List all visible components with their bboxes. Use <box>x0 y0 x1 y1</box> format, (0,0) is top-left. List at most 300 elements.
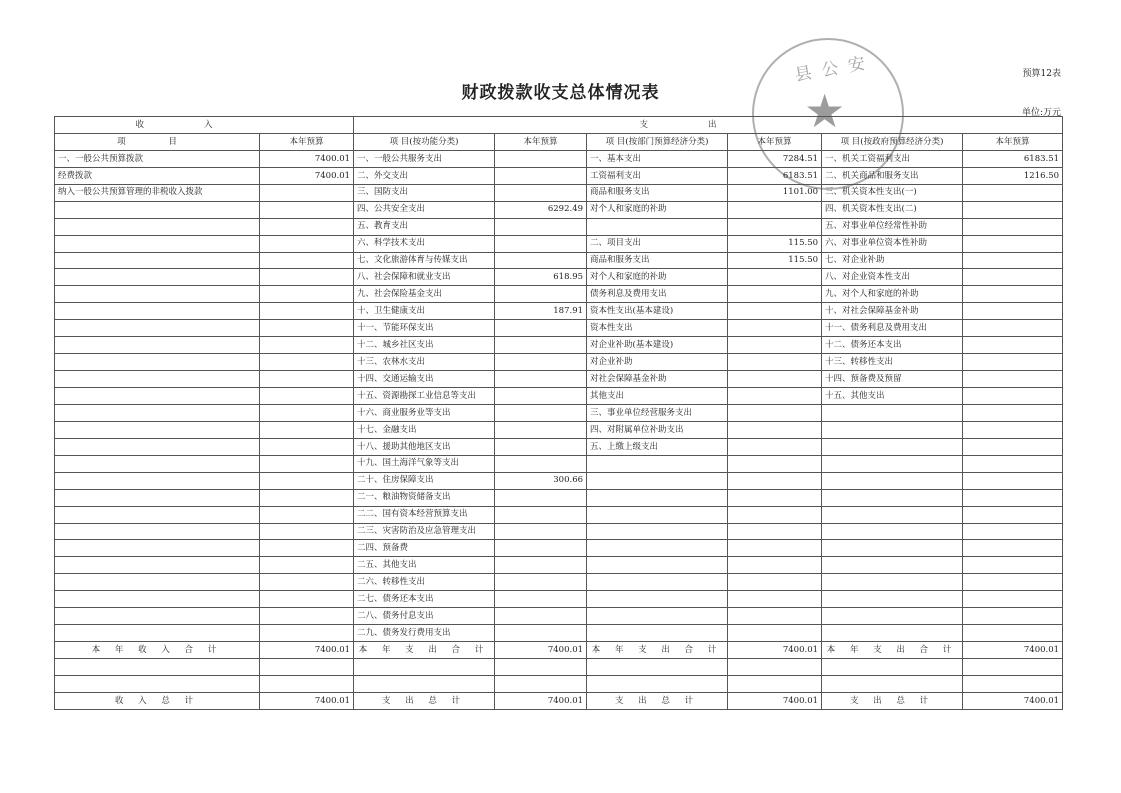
dept-budget-cell <box>728 371 822 388</box>
income-item-cell <box>55 659 260 676</box>
dept-item-cell: 工资福利支出 <box>587 167 728 184</box>
dept-budget-cell <box>728 557 822 574</box>
income-budget-cell <box>260 388 354 405</box>
func-budget-cell <box>495 455 587 472</box>
table-row <box>55 438 1063 455</box>
func-item-cell: 十三、农林水支出 <box>354 354 495 371</box>
dept-item-cell: 债务利息及费用支出 <box>587 286 728 303</box>
dept-budget-cell <box>728 320 822 337</box>
gov-item-cell: 七、对企业补助 <box>822 252 963 269</box>
gov-item-cell: 五、对事业单位经常性补助 <box>822 218 963 235</box>
income-item-cell <box>55 337 260 354</box>
func-budget-cell: 6292.49 <box>495 201 587 218</box>
table-row <box>55 388 1063 405</box>
gov-budget-cell: 7400.01 <box>963 692 1063 709</box>
gov-budget-cell <box>963 201 1063 218</box>
table-row <box>55 557 1063 574</box>
dept-budget-cell <box>728 218 822 235</box>
table-row <box>55 489 1063 506</box>
seal-text: 县公安 <box>793 52 877 86</box>
income-budget-cell <box>260 404 354 421</box>
func-budget-cell: 300.66 <box>495 472 587 489</box>
income-budget-cell <box>260 320 354 337</box>
col-header-income-budget: 本年预算 <box>260 133 354 150</box>
dept-budget-cell: 6183.51 <box>728 167 822 184</box>
gov-item-cell <box>822 540 963 557</box>
dept-budget-cell <box>728 523 822 540</box>
func-budget-cell <box>495 337 587 354</box>
page-title: 财政拨款收支总体情况表 <box>461 83 660 103</box>
func-budget-cell <box>495 404 587 421</box>
dept-item-cell <box>587 659 728 676</box>
dept-item-cell <box>587 455 728 472</box>
func-budget-cell <box>495 608 587 625</box>
func-budget-cell <box>495 252 587 269</box>
expense-section-header: 支出 <box>354 117 1063 134</box>
dept-item-cell: 对企业补助(基本建设) <box>587 337 728 354</box>
gov-item-cell: 四、机关资本性支出(二) <box>822 201 963 218</box>
dept-budget-cell <box>728 591 822 608</box>
income-item-cell <box>55 506 260 523</box>
gov-item-cell <box>822 472 963 489</box>
gov-budget-cell <box>963 540 1063 557</box>
dept-item-cell: 对社会保障基金补助 <box>587 371 728 388</box>
dept-budget-cell <box>728 404 822 421</box>
func-budget-cell <box>495 625 587 642</box>
gov-budget-cell <box>963 438 1063 455</box>
dept-item-cell <box>587 591 728 608</box>
dept-item-cell: 四、对附属单位补助支出 <box>587 421 728 438</box>
gov-budget-cell <box>963 269 1063 286</box>
dept-budget-cell <box>728 574 822 591</box>
gov-budget-cell <box>963 608 1063 625</box>
income-item-cell <box>55 523 260 540</box>
dept-item-cell: 对个人和家庭的补助 <box>587 201 728 218</box>
income-item-cell: 一、一般公共预算拨款 <box>55 150 260 167</box>
section-header-row <box>55 117 1063 134</box>
income-item-cell <box>55 252 260 269</box>
table-row <box>55 608 1063 625</box>
func-item-cell: 三、国防支出 <box>354 184 495 201</box>
budget-table <box>54 116 1063 710</box>
income-budget-cell <box>260 675 354 692</box>
func-item-cell: 二八、债务付息支出 <box>354 608 495 625</box>
gov-budget-cell <box>963 218 1063 235</box>
income-item-cell <box>55 388 260 405</box>
income-item-cell <box>55 675 260 692</box>
func-budget-cell <box>495 354 587 371</box>
dept-budget-cell <box>728 201 822 218</box>
table-row <box>55 591 1063 608</box>
col-header-gov-item: 项 目(按政府预算经济分类) <box>822 133 963 150</box>
grand-total-row <box>55 692 1063 709</box>
table-row <box>55 184 1063 201</box>
func-budget-cell <box>495 320 587 337</box>
dept-budget-cell <box>728 354 822 371</box>
income-item-cell <box>55 303 260 320</box>
gov-budget-cell <box>963 574 1063 591</box>
income-budget-cell <box>260 286 354 303</box>
income-budget-cell <box>260 591 354 608</box>
col-header-dept-item: 项 目(按部门预算经济分类) <box>587 133 728 150</box>
income-item-cell <box>55 354 260 371</box>
gov-budget-cell <box>963 455 1063 472</box>
income-item-cell <box>55 371 260 388</box>
gov-item-cell: 十、对社会保障基金补助 <box>822 303 963 320</box>
func-item-cell: 七、文化旅游体育与传媒支出 <box>354 252 495 269</box>
func-item-cell: 二一、粮油物资储备支出 <box>354 489 495 506</box>
func-item-cell: 二五、其他支出 <box>354 557 495 574</box>
col-header-dept-budget: 本年预算 <box>728 133 822 150</box>
func-item-cell: 十一、节能环保支出 <box>354 320 495 337</box>
gov-budget-cell <box>963 421 1063 438</box>
table-row <box>55 218 1063 235</box>
gov-item-cell: 十四、预备费及预留 <box>822 371 963 388</box>
func-item-cell <box>354 675 495 692</box>
gov-item-cell: 二、机关商品和服务支出 <box>822 167 963 184</box>
gov-budget-cell <box>963 371 1063 388</box>
income-item-cell: 经费拨款 <box>55 167 260 184</box>
table-row <box>55 371 1063 388</box>
table-row <box>55 574 1063 591</box>
income-item-cell <box>55 625 260 642</box>
income-budget-cell: 7400.01 <box>260 167 354 184</box>
table-row <box>55 472 1063 489</box>
dept-budget-cell <box>728 388 822 405</box>
dept-item-cell: 本 年 支 出 合 计 <box>587 642 728 659</box>
dept-item-cell <box>587 625 728 642</box>
func-budget-cell <box>495 540 587 557</box>
income-budget-cell: 7400.01 <box>260 692 354 709</box>
func-item-cell: 二二、国有资本经营预算支出 <box>354 506 495 523</box>
income-item-cell <box>55 489 260 506</box>
income-item-cell <box>55 574 260 591</box>
gov-item-cell: 十五、其他支出 <box>822 388 963 405</box>
dept-budget-cell: 115.50 <box>728 235 822 252</box>
income-item-cell <box>55 269 260 286</box>
gov-item-cell <box>822 404 963 421</box>
func-item-cell: 二四、预备费 <box>354 540 495 557</box>
gov-item-cell: 十三、转移性支出 <box>822 354 963 371</box>
table-row <box>55 201 1063 218</box>
income-budget-cell <box>260 557 354 574</box>
func-budget-cell <box>495 286 587 303</box>
func-budget-cell <box>495 574 587 591</box>
dept-item-cell: 商品和服务支出 <box>587 184 728 201</box>
gov-budget-cell: 6183.51 <box>963 150 1063 167</box>
gov-item-cell: 十二、债务还本支出 <box>822 337 963 354</box>
func-budget-cell <box>495 675 587 692</box>
gov-item-cell <box>822 506 963 523</box>
func-item-cell: 十二、城乡社区支出 <box>354 337 495 354</box>
income-budget-cell <box>260 438 354 455</box>
func-budget-cell: 7400.01 <box>495 642 587 659</box>
income-item-cell <box>55 557 260 574</box>
table-row <box>55 269 1063 286</box>
func-item-cell: 一、一般公共服务支出 <box>354 150 495 167</box>
gov-item-cell <box>822 574 963 591</box>
gov-budget-cell <box>963 337 1063 354</box>
dept-item-cell: 对企业补助 <box>587 354 728 371</box>
func-budget-cell: 187.91 <box>495 303 587 320</box>
table-row <box>55 455 1063 472</box>
dept-item-cell: 三、事业单位经营服务支出 <box>587 404 728 421</box>
dept-budget-cell <box>728 337 822 354</box>
dept-item-cell: 资本性支出(基本建设) <box>587 303 728 320</box>
func-budget-cell <box>495 591 587 608</box>
income-item-cell: 本 年 收 入 合 计 <box>55 642 260 659</box>
func-budget-cell <box>495 557 587 574</box>
income-budget-cell <box>260 608 354 625</box>
table-row <box>55 320 1063 337</box>
gov-budget-cell <box>963 303 1063 320</box>
gov-budget-cell <box>963 404 1063 421</box>
func-item-cell: 二九、债务发行费用支出 <box>354 625 495 642</box>
func-item-cell: 十六、商业服务业等支出 <box>354 404 495 421</box>
gov-item-cell: 九、对个人和家庭的补助 <box>822 286 963 303</box>
gov-item-cell <box>822 455 963 472</box>
col-header-gov-budget: 本年预算 <box>963 133 1063 150</box>
func-budget-cell <box>495 371 587 388</box>
dept-item-cell <box>587 506 728 523</box>
gov-budget-cell: 7400.01 <box>963 642 1063 659</box>
gov-item-cell <box>822 591 963 608</box>
func-budget-cell <box>495 506 587 523</box>
func-item-cell: 十五、资源勘探工业信息等支出 <box>354 388 495 405</box>
dept-item-cell: 一、基本支出 <box>587 150 728 167</box>
gov-item-cell <box>822 675 963 692</box>
income-section-header: 收入 <box>55 117 354 134</box>
gov-budget-cell <box>963 252 1063 269</box>
star-icon: ★ <box>804 84 846 138</box>
gov-budget-cell <box>963 286 1063 303</box>
income-budget-cell <box>260 235 354 252</box>
gov-budget-cell <box>963 388 1063 405</box>
table-row <box>55 404 1063 421</box>
dept-item-cell <box>587 472 728 489</box>
dept-item-cell: 二、项目支出 <box>587 235 728 252</box>
dept-budget-cell <box>728 438 822 455</box>
income-budget-cell <box>260 371 354 388</box>
gov-item-cell <box>822 489 963 506</box>
func-item-cell: 二七、债务还本支出 <box>354 591 495 608</box>
income-budget-cell <box>260 574 354 591</box>
func-budget-cell <box>495 167 587 184</box>
dept-budget-cell <box>728 659 822 676</box>
dept-item-cell <box>587 675 728 692</box>
table-row <box>55 252 1063 269</box>
income-item-cell <box>55 591 260 608</box>
income-budget-cell <box>260 184 354 201</box>
func-item-cell: 支 出 总 计 <box>354 692 495 709</box>
func-budget-cell <box>495 659 587 676</box>
gov-budget-cell <box>963 235 1063 252</box>
func-budget-cell <box>495 388 587 405</box>
func-item-cell: 本 年 支 出 合 计 <box>354 642 495 659</box>
dept-budget-cell <box>728 608 822 625</box>
dept-budget-cell <box>728 675 822 692</box>
func-item-cell: 二三、灾害防治及应急管理支出 <box>354 523 495 540</box>
dept-budget-cell: 7400.01 <box>728 642 822 659</box>
dept-item-cell <box>587 608 728 625</box>
func-item-cell: 十、卫生健康支出 <box>354 303 495 320</box>
table-row <box>55 167 1063 184</box>
income-item-cell <box>55 201 260 218</box>
income-item-cell <box>55 421 260 438</box>
table-row <box>55 303 1063 320</box>
gov-item-cell: 三、机关资本性支出(一) <box>822 184 963 201</box>
gov-item-cell: 支 出 总 计 <box>822 692 963 709</box>
income-budget-cell <box>260 218 354 235</box>
gov-budget-cell <box>963 659 1063 676</box>
func-budget-cell: 618.95 <box>495 269 587 286</box>
gov-budget-cell <box>963 489 1063 506</box>
func-budget-cell <box>495 523 587 540</box>
func-item-cell: 十四、交通运输支出 <box>354 371 495 388</box>
gov-budget-cell <box>963 625 1063 642</box>
gov-item-cell <box>822 557 963 574</box>
blank-row <box>55 675 1063 692</box>
col-header-func-item: 项 目(按功能分类) <box>354 133 495 150</box>
income-item-cell <box>55 235 260 252</box>
dept-item-cell: 支 出 总 计 <box>587 692 728 709</box>
gov-item-cell <box>822 608 963 625</box>
income-item-cell <box>55 455 260 472</box>
gov-budget-cell <box>963 675 1063 692</box>
income-budget-cell <box>260 455 354 472</box>
dept-budget-cell: 115.50 <box>728 252 822 269</box>
gov-budget-cell <box>963 591 1063 608</box>
col-header-income-item: 项 目 <box>55 133 260 150</box>
table-row <box>55 421 1063 438</box>
income-budget-cell <box>260 303 354 320</box>
gov-item-cell: 八、对企业资本性支出 <box>822 269 963 286</box>
dept-budget-cell <box>728 506 822 523</box>
dept-budget-cell <box>728 303 822 320</box>
unit-label: 单位:万元 <box>1021 108 1061 118</box>
income-budget-cell <box>260 421 354 438</box>
func-budget-cell <box>495 218 587 235</box>
func-item-cell: 十七、金融支出 <box>354 421 495 438</box>
func-budget-cell <box>495 150 587 167</box>
func-item-cell: 二十、住房保障支出 <box>354 472 495 489</box>
func-item-cell: 八、社会保障和就业支出 <box>354 269 495 286</box>
gov-budget-cell: 1216.50 <box>963 167 1063 184</box>
dept-item-cell <box>587 574 728 591</box>
func-item-cell: 二、外交支出 <box>354 167 495 184</box>
gov-budget-cell <box>963 320 1063 337</box>
income-budget-cell <box>260 659 354 676</box>
dept-budget-cell <box>728 540 822 557</box>
func-item-cell <box>354 659 495 676</box>
column-header-row <box>55 133 1063 150</box>
income-item-cell <box>55 320 260 337</box>
dept-item-cell <box>587 557 728 574</box>
dept-item-cell <box>587 218 728 235</box>
func-item-cell: 九、社会保险基金支出 <box>354 286 495 303</box>
income-item-cell: 纳入一般公共预算管理的非税收入拨款 <box>55 184 260 201</box>
income-item-cell <box>55 472 260 489</box>
gov-budget-cell <box>963 523 1063 540</box>
dept-item-cell: 对个人和家庭的补助 <box>587 269 728 286</box>
income-item-cell <box>55 286 260 303</box>
gov-item-cell <box>822 659 963 676</box>
gov-budget-cell <box>963 354 1063 371</box>
income-budget-cell <box>260 625 354 642</box>
dept-budget-cell <box>728 421 822 438</box>
dept-item-cell <box>587 523 728 540</box>
gov-budget-cell <box>963 472 1063 489</box>
func-budget-cell: 7400.01 <box>495 692 587 709</box>
func-item-cell: 十八、援助其他地区支出 <box>354 438 495 455</box>
dept-budget-cell: 1101.00 <box>728 184 822 201</box>
dept-budget-cell <box>728 472 822 489</box>
blank-row <box>55 659 1063 676</box>
table-row <box>55 354 1063 371</box>
func-budget-cell <box>495 489 587 506</box>
func-budget-cell <box>495 235 587 252</box>
dept-budget-cell <box>728 489 822 506</box>
income-budget-cell <box>260 540 354 557</box>
gov-item-cell: 六、对事业单位资本性补助 <box>822 235 963 252</box>
gov-item-cell: 本 年 支 出 合 计 <box>822 642 963 659</box>
gov-budget-cell <box>963 557 1063 574</box>
func-item-cell: 十九、国土海洋气象等支出 <box>354 455 495 472</box>
dept-budget-cell <box>728 625 822 642</box>
func-budget-cell <box>495 438 587 455</box>
income-item-cell <box>55 608 260 625</box>
year-total-row <box>55 642 1063 659</box>
table-row <box>55 235 1063 252</box>
income-item-cell <box>55 540 260 557</box>
gov-budget-cell <box>963 184 1063 201</box>
func-budget-cell <box>495 421 587 438</box>
dept-budget-cell <box>728 286 822 303</box>
table-row <box>55 286 1063 303</box>
dept-budget-cell <box>728 455 822 472</box>
income-budget-cell <box>260 523 354 540</box>
func-budget-cell <box>495 184 587 201</box>
func-item-cell: 五、教育支出 <box>354 218 495 235</box>
income-budget-cell <box>260 489 354 506</box>
dept-item-cell: 其他支出 <box>587 388 728 405</box>
income-budget-cell <box>260 472 354 489</box>
dept-item-cell <box>587 540 728 557</box>
dept-budget-cell <box>728 269 822 286</box>
table-row <box>55 506 1063 523</box>
table-row <box>55 625 1063 642</box>
income-budget-cell: 7400.01 <box>260 150 354 167</box>
dept-budget-cell: 7400.01 <box>728 692 822 709</box>
gov-item-cell <box>822 523 963 540</box>
gov-item-cell <box>822 421 963 438</box>
func-item-cell: 四、公共安全支出 <box>354 201 495 218</box>
dept-budget-cell: 7284.51 <box>728 150 822 167</box>
income-budget-cell <box>260 354 354 371</box>
col-header-func-budget: 本年预算 <box>495 133 587 150</box>
income-budget-cell <box>260 269 354 286</box>
dept-item-cell: 五、上缴上级支出 <box>587 438 728 455</box>
func-item-cell: 二六、转移性支出 <box>354 574 495 591</box>
income-item-cell <box>55 438 260 455</box>
func-item-cell: 六、科学技术支出 <box>354 235 495 252</box>
gov-item-cell <box>822 625 963 642</box>
gov-item-cell: 一、机关工资福利支出 <box>822 150 963 167</box>
table-row <box>55 523 1063 540</box>
dept-item-cell: 商品和服务支出 <box>587 252 728 269</box>
income-budget-cell <box>260 506 354 523</box>
table-row <box>55 337 1063 354</box>
